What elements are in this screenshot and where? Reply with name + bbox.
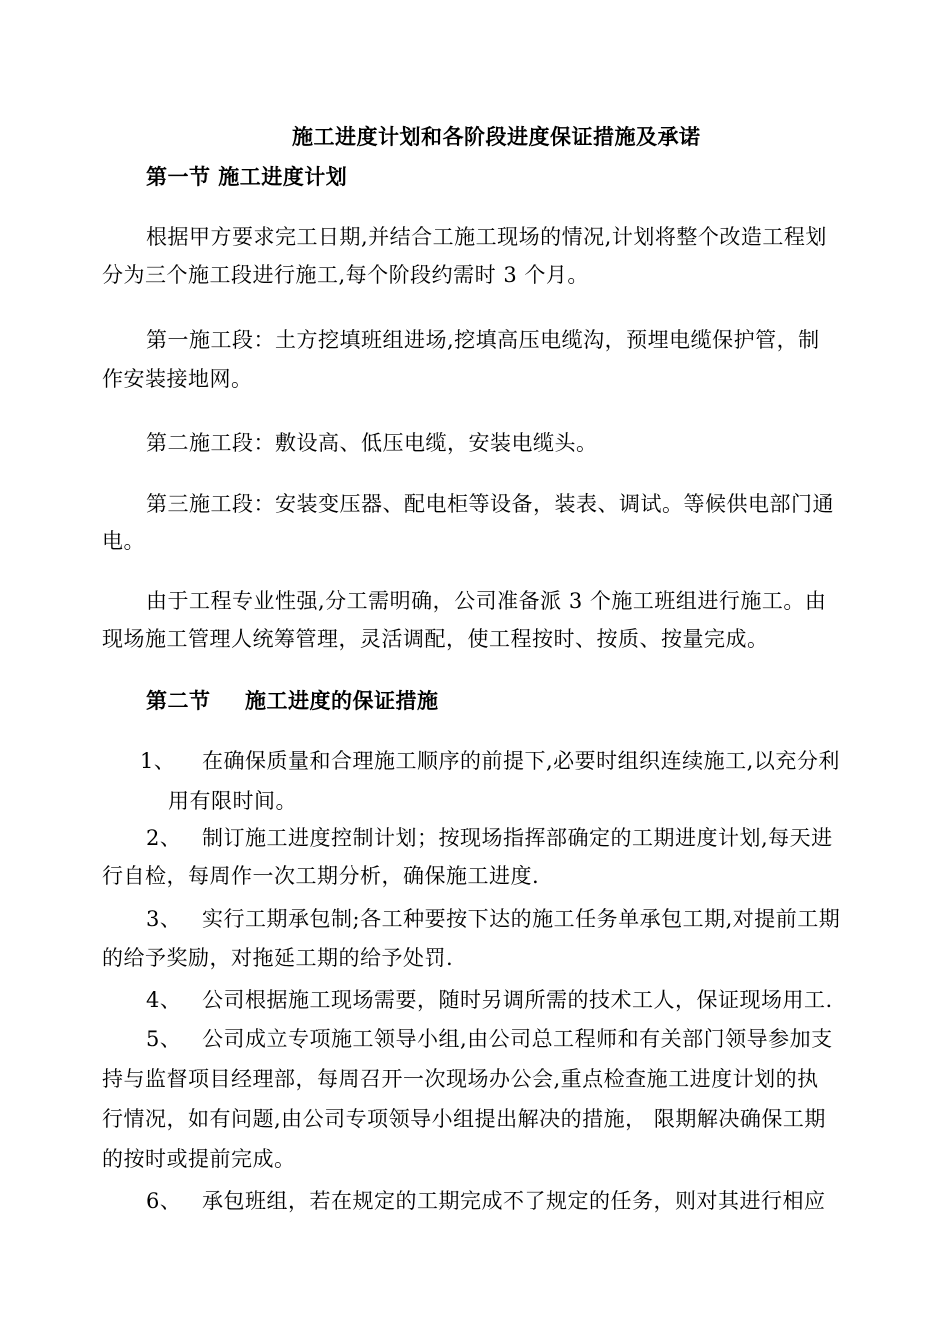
list-item-line: 实行工期承包制;各工种要按下达的施工任务单承包工期,对提前工期 bbox=[202, 907, 841, 931]
list-item-number: 4、 bbox=[146, 988, 182, 1012]
paragraph-line: 第二施工段：敷设高、低压电缆，安装电缆头。 bbox=[146, 431, 598, 455]
list-item-line: 的给予奖励，对拖延工期的给予处罚. bbox=[102, 946, 454, 970]
list-item-number: 5、 bbox=[146, 1027, 182, 1051]
list-item-line: 行自检，每周作一次工期分析，确保施工进度. bbox=[102, 864, 540, 888]
list-item-line: 行情况，如有问题,由公司专项领导小组提出解决的措施， 限期解决确保工期 bbox=[102, 1107, 826, 1131]
list-item-number: 2、 bbox=[146, 826, 182, 850]
list-item-number: 6、 bbox=[146, 1189, 182, 1213]
list-item-line: 用有限时间。 bbox=[168, 789, 297, 813]
list-item-number: 3、 bbox=[146, 907, 182, 931]
section-heading-2-number: 第二节 bbox=[146, 688, 211, 713]
document-title: 施工进度计划和各阶段进度保证措施及承诺 bbox=[292, 124, 701, 149]
list-item-line: 的按时或提前完成。 bbox=[102, 1147, 296, 1171]
section-heading-2-text: 施工进度的保证措施 bbox=[245, 688, 439, 713]
paragraph-line: 现场施工管理人统筹管理，灵活调配，使工程按时、按质、按量完成。 bbox=[102, 627, 769, 651]
list-item-line: 在确保质量和合理施工顺序的前提下,必要时组织连续施工,以充分利 bbox=[202, 749, 840, 773]
paragraph-line: 电。 bbox=[102, 529, 145, 553]
list-item-line: 制订施工进度控制计划；按现场指挥部确定的工期进度计划,每天进 bbox=[202, 826, 833, 850]
list-item-line: 承包班组，若在规定的工期完成不了规定的任务，则对其进行相应 bbox=[202, 1189, 826, 1213]
list-item-line: 公司根据施工现场需要，随时另调所需的技术工人，保证现场用工. bbox=[202, 988, 833, 1012]
paragraph-line: 分为三个施工段进行施工,每个阶段约需时 3 个月。 bbox=[102, 263, 589, 287]
list-item-line: 持与监督项目经理部，每周召开一次现场办公会,重点检查施工进度计划的执 bbox=[102, 1067, 819, 1091]
paragraph-line: 作安装接地网。 bbox=[102, 367, 253, 391]
list-item-number: 1、 bbox=[140, 749, 176, 773]
paragraph-line: 第一施工段：土方挖填班组进场,挖填高压电缆沟，预埋电缆保护管，制 bbox=[146, 328, 820, 352]
paragraph-line: 根据甲方要求完工日期,并结合工施工现场的情况,计划将整个改造工程划 bbox=[146, 225, 827, 249]
paragraph-line: 由于工程专业性强,分工需明确，公司准备派 3 个施工班组进行施工。由 bbox=[146, 589, 827, 613]
list-item-line: 公司成立专项施工领导小组,由公司总工程师和有关部门领导参加支 bbox=[202, 1027, 833, 1051]
section-heading-1: 第一节 施工进度计划 bbox=[146, 164, 348, 189]
paragraph-line: 第三施工段：安装变压器、配电柜等设备，装表、调试。等候供电部门通 bbox=[146, 492, 834, 516]
